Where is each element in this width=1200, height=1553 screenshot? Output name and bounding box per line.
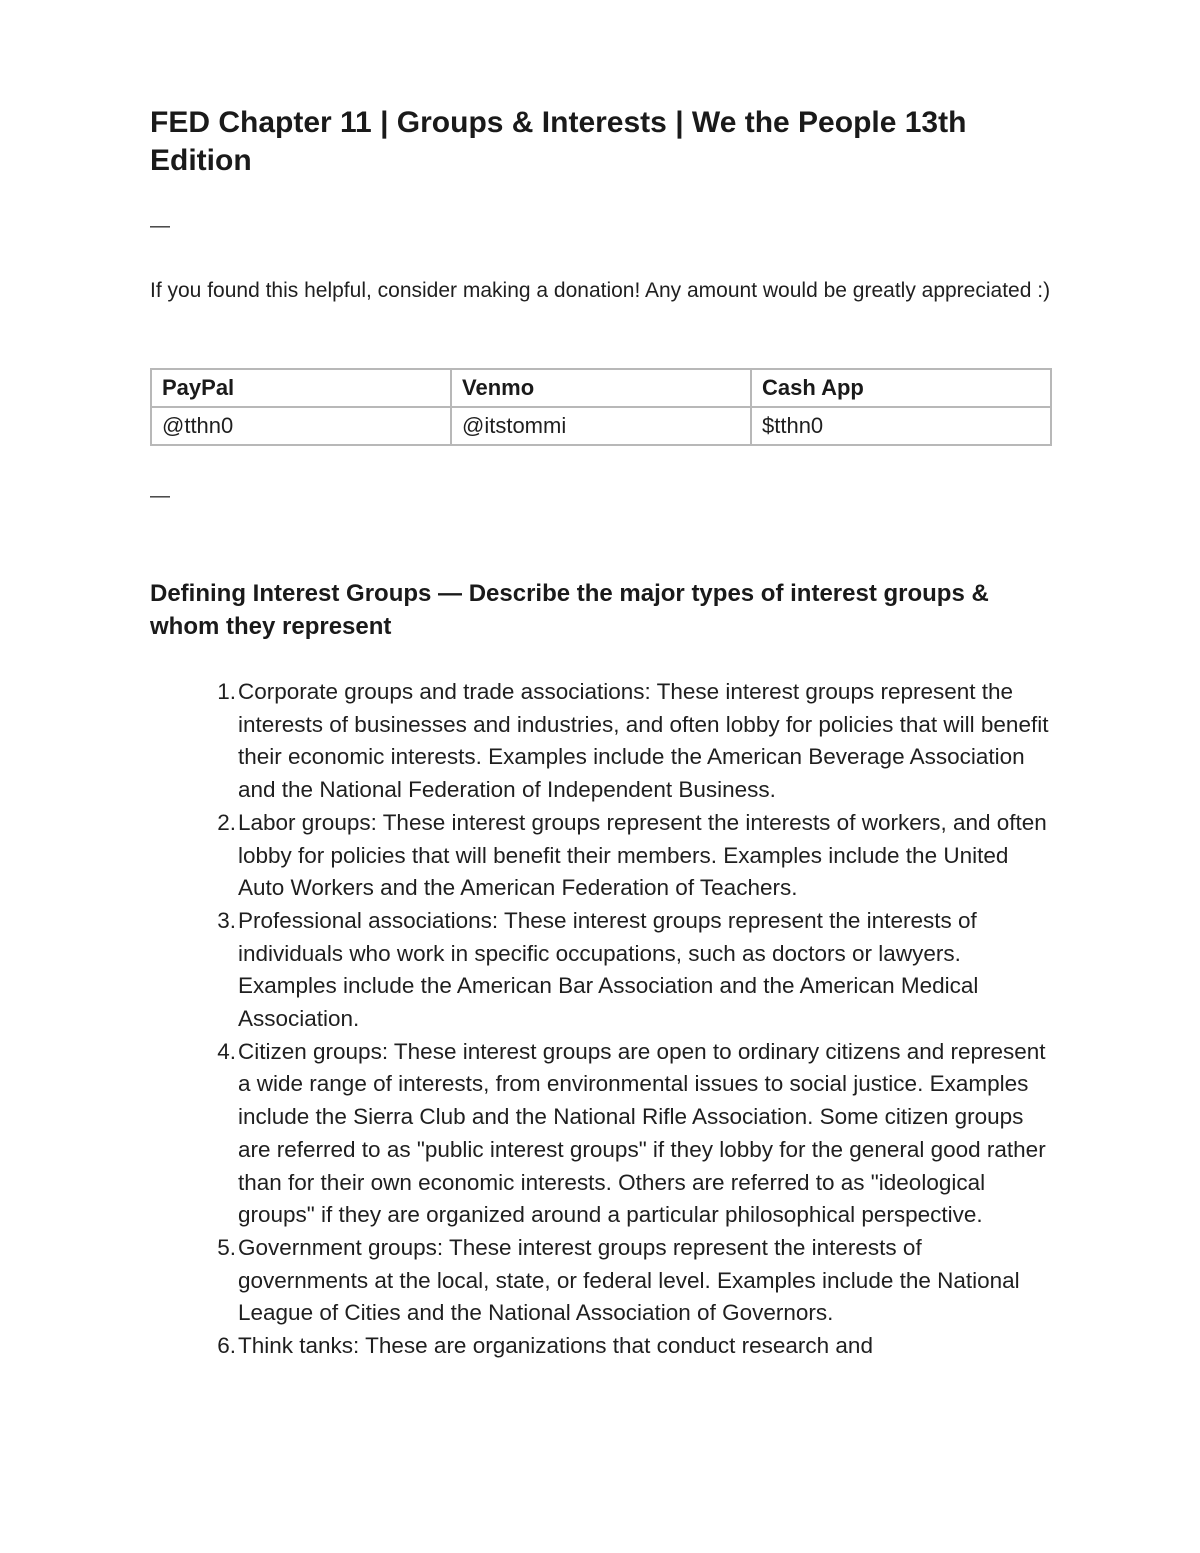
donation-header-cashapp: Cash App bbox=[751, 369, 1051, 407]
donation-table-row bbox=[151, 407, 1051, 445]
list-item bbox=[150, 905, 1055, 1036]
separator-top: — bbox=[150, 215, 170, 237]
list-item-number: 6. bbox=[217, 1333, 236, 1359]
interest-group-types-list bbox=[150, 676, 1055, 1363]
list-item bbox=[150, 1232, 1055, 1330]
list-item-number: 5. bbox=[217, 1234, 236, 1260]
donation-table-header-row bbox=[151, 369, 1051, 407]
donation-intro: If you found this helpful, consider making a donation! Any amount would be greatly appreciated :) bbox=[150, 279, 1051, 302]
list-item-text: Government groups: These interest groups represent the interests of governments at the local, state, or federal level. Examples include the National League of Cities and the National Association of Governors. bbox=[238, 1234, 1020, 1326]
list-item-text: Labor groups: These interest groups represent the interests of workers, and often lobby for policies that will benefit their members. Examples include the United Auto Workers and the American Federation of Teachers. bbox=[238, 809, 1047, 901]
list-item-text: Think tanks: These are organizations that conduct research and bbox=[238, 1333, 873, 1359]
list-item-number: 3. bbox=[217, 907, 236, 933]
donation-table bbox=[150, 368, 1052, 446]
donation-header-venmo: Venmo bbox=[451, 369, 751, 407]
document-title: FED Chapter 11 | Groups & Interests | We the People 13th Edition bbox=[150, 106, 967, 177]
separator-bottom: — bbox=[150, 485, 170, 507]
donation-header-paypal: PayPal bbox=[151, 369, 451, 407]
list-item-number: 4. bbox=[217, 1038, 236, 1064]
section-heading: Defining Interest Groups — Describe the major types of interest groups & whom they represent bbox=[150, 580, 989, 640]
donation-value-paypal: @tthn0 bbox=[151, 407, 451, 445]
list-item bbox=[150, 807, 1055, 905]
list-item-text: Professional associations: These interest groups represent the interests of individuals who work in specific occupations, such as doctors or lawyers. Examples include the American Bar Association and the American Medical Association. bbox=[238, 907, 979, 1032]
list-item bbox=[150, 1036, 1055, 1232]
list-item-text: Corporate groups and trade associations: These interest groups represent the interests of businesses and industries, and often lobby for policies that will benefit their economic interests. Examples include the American Beverage Association and the National Federation of Independent Business. bbox=[238, 679, 1049, 803]
donation-value-cashapp: $tthn0 bbox=[751, 407, 1051, 445]
list-item-text: Citizen groups: These interest groups are open to ordinary citizens and represent a wide range of interests, from environmental issues to social justice. Examples include the Sierra Club and the National Rifle Association. Some citizen groups are referred to as "public interest groups" if they lobby for the general good rather than for their own economic interests. Others are referred to as "ideological groups" if they are organized around a particular philosophical perspective. bbox=[238, 1038, 1046, 1228]
list-item bbox=[150, 1330, 1055, 1363]
list-item-number: 2. bbox=[217, 809, 236, 835]
list-item bbox=[150, 676, 1055, 807]
donation-value-venmo: @itstommi bbox=[451, 407, 751, 445]
list-item-number: 1. bbox=[217, 679, 236, 704]
